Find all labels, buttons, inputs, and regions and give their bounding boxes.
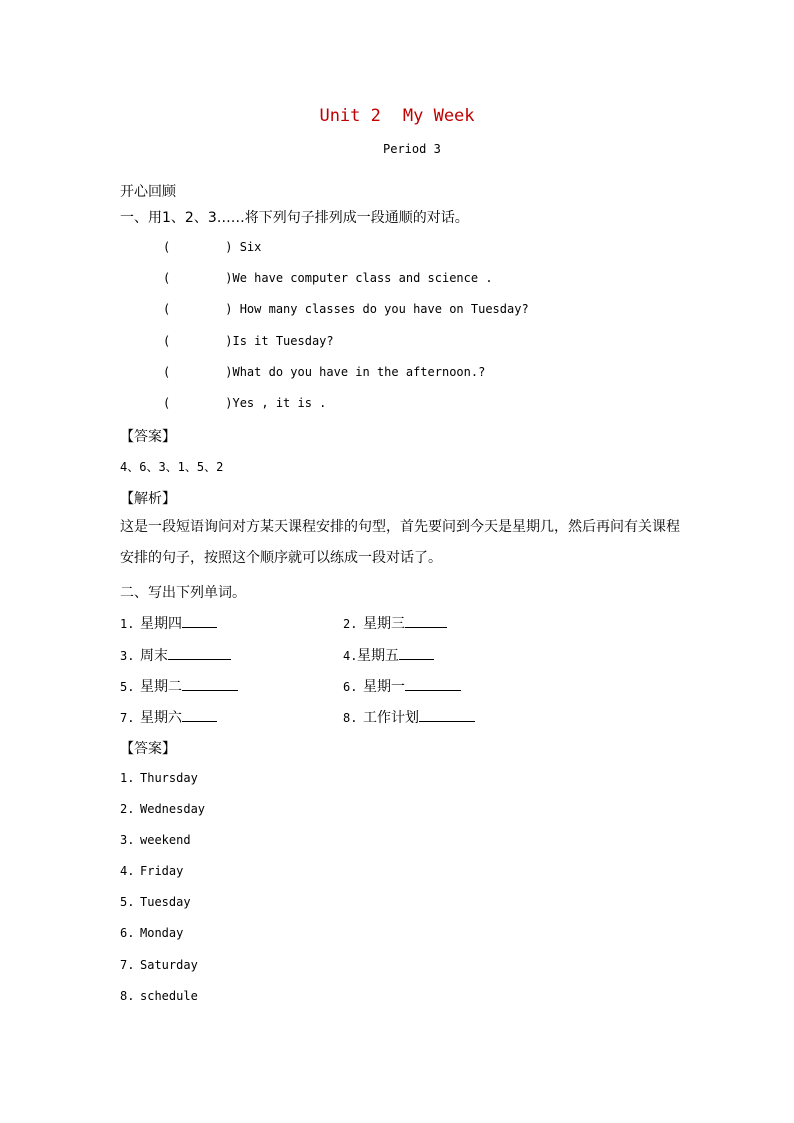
q2-answer-label: 【答案】 [120,741,176,757]
q2-item: 6. 星期一 [343,676,461,696]
q1-sentence: ( ) How many classes do you have on Tuesday? [163,302,529,316]
q2-instruction: 二、写出下列单词。 [120,585,246,601]
q1-sentence: ( )Yes , it is . [163,396,327,410]
q2-item: 1. 星期四 [120,613,217,633]
q2-item: 5. 星期二 [120,676,238,696]
q1-answer-label: 【答案】 [120,429,176,445]
q2-answer: 7. Saturday [120,958,198,972]
q1-sentence: ( )We have computer class and science . [163,271,493,285]
q2-answer: 6. Monday [120,926,184,940]
q2-item: 2. 星期三 [343,613,447,633]
q1-sentence: ( )What do you have in the afternoon.? [163,365,486,379]
q2-answer: 4. Friday [120,864,184,878]
q2-answer: 8. schedule [120,989,198,1003]
q1-analysis: 这是一段短语询问对方某天课程安排的句型，首先要问到今天是星期几，然后再问有关课程安排的句子，按照这个顺序就可以练成一段对话了。 [120,519,680,566]
q2-answer: 3. weekend [120,833,191,847]
q1-answer: 4、6、3、1、5、2 [120,460,224,474]
unit-label: Unit 2 [319,106,381,126]
q2-answer: 1. Thursday [120,771,198,785]
q2-item: 7. 星期六 [120,707,217,727]
q2-item: 4.星期五 [343,645,434,665]
q2-answer: 2. Wednesday [120,802,206,816]
page-title [0,106,794,126]
q1-analysis-label: 【解析】 [120,491,176,507]
period-label: Period 3 [383,142,441,156]
q1-sentence: ( ) Six [163,240,262,254]
q1-instruction: 一、用1、2、3……将下列句子排列成一段通顺的对话。 [120,210,469,226]
q2-item: 3. 周末 [120,645,231,665]
q2-item: 8. 工作计划 [343,707,475,727]
q2-answer: 5. Tuesday [120,895,191,909]
unit-title: My Week [402,106,475,126]
section-review-heading: 开心回顾 [120,184,176,200]
q1-sentence: ( )Is it Tuesday? [163,334,334,348]
